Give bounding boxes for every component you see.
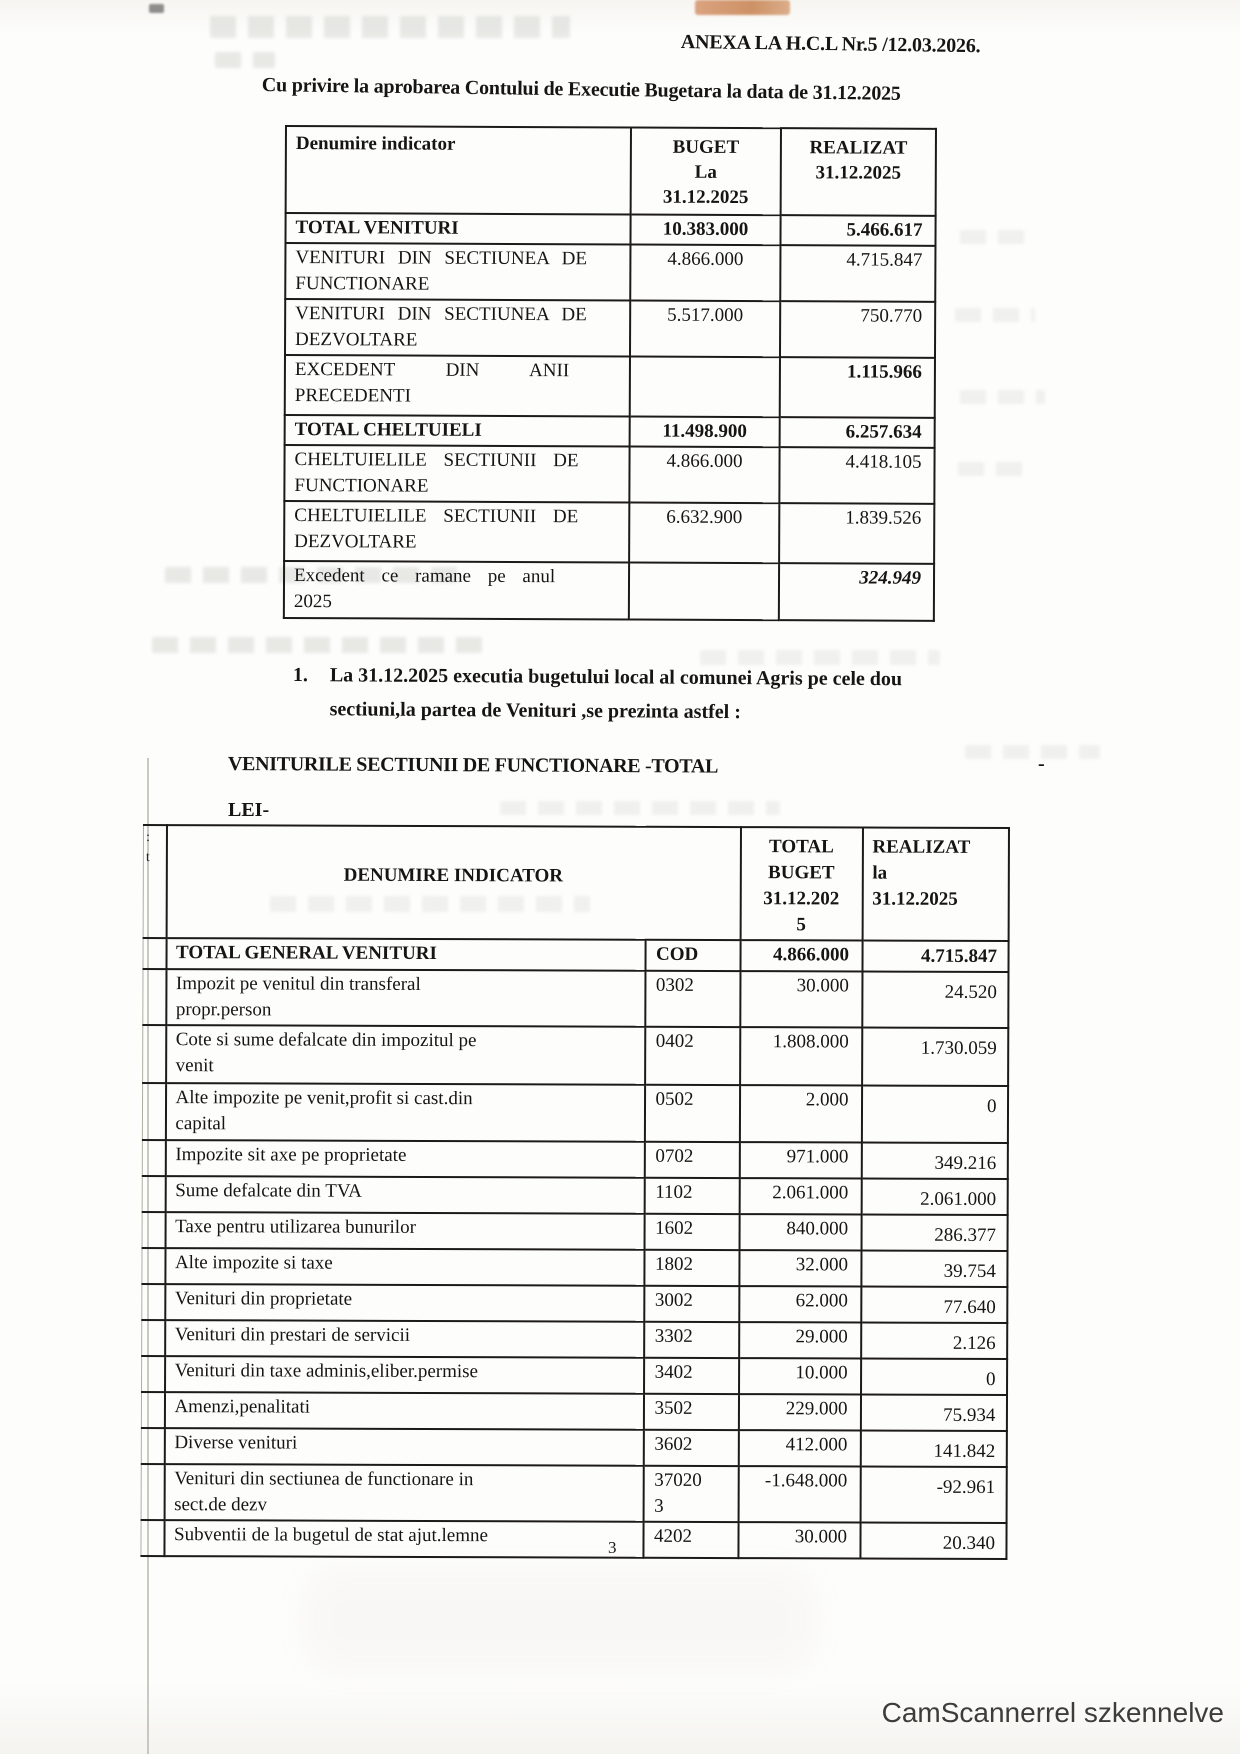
document-subtitle: Cu privire la aprobarea Contului de Executie Bugetara la data de 31.12.2025: [261, 74, 901, 105]
table-row: [142, 1320, 1007, 1359]
anexa-title: ANEXA LA H.C.L Nr.5 /12.03.2026.: [680, 31, 981, 58]
cod-cell: 0402: [645, 1027, 740, 1085]
buget-value-cell: 2.061.000: [739, 1178, 861, 1214]
table-row: [285, 299, 935, 358]
indicator-name-cell: TOTAL VENITURI: [285, 213, 630, 245]
table-row: [143, 969, 1008, 1028]
cut-off-left-column: [141, 1428, 164, 1464]
cut-off-left-column: [142, 1320, 165, 1356]
buget-value-cell: 30.000: [740, 971, 862, 1027]
table-row: [143, 1025, 1008, 1086]
indicator-name-cell: Impozite sit axe pe proprietate: [165, 1140, 644, 1178]
table-row: [142, 1212, 1007, 1251]
buget-value-cell: 10.383.000: [630, 215, 780, 246]
intro-paragraph: [293, 658, 1093, 732]
smudge-artifact: [149, 4, 164, 13]
scan-shadow-artifact: [300, 1565, 820, 1675]
buget-value-cell: [630, 357, 780, 418]
section-heading-unit: LEI-: [228, 799, 270, 821]
bleed-through-artifact: [965, 745, 1100, 759]
buget-value-cell: 6.632.900: [629, 503, 779, 564]
indicator-name-cell: EXCEDENT DIN ANII PRECEDENTI: [285, 355, 630, 417]
cut-off-left-column: [143, 1025, 166, 1083]
buget-value-cell: 412.000: [738, 1430, 860, 1466]
indicator-name-cell: TOTAL GENERAL VENITURI: [166, 938, 645, 971]
list-number: 1.: [292, 663, 308, 687]
cod-cell: 3302: [644, 1322, 739, 1358]
intro-line-1: La 31.12.2025 executia bugetului local al comunei Agris pe cele dou: [329, 664, 903, 691]
table-row: [142, 1083, 1007, 1143]
table-row: [143, 938, 1008, 972]
buget-value-cell: [629, 563, 779, 621]
indicator-name-cell: VENITURI DIN SECTIUNEA DE DEZVOLTARE: [285, 299, 630, 357]
realizat-value-cell: 0: [861, 1086, 1007, 1144]
cod-cell: 1802: [644, 1250, 739, 1286]
cod-cell: 4202: [643, 1522, 738, 1558]
indicator-name-cell: Diverse venituri: [164, 1428, 643, 1466]
cut-off-left-column: [142, 1356, 165, 1392]
realizat-value-cell: 24.520: [862, 972, 1008, 1029]
indicator-name-cell: CHELTUIELILE SECTIUNII DE FUNCTIONARE: [284, 445, 629, 503]
realizat-value-cell: 1.839.526: [779, 503, 934, 564]
venituri-functionare-table: [140, 824, 1009, 1560]
realizat-value-cell: -92.961: [860, 1467, 1006, 1524]
realizat-value-cell: 5.466.617: [780, 215, 935, 246]
buget-value-cell: 11.498.900: [630, 417, 780, 448]
indicator-name-cell: Impozit pe venitul din transferal propr.person: [166, 969, 645, 1027]
table-row: [142, 1140, 1007, 1179]
cod-cell: 3502: [643, 1394, 738, 1430]
indicator-name-cell: Taxe pentru utilizarea bunurilor: [165, 1212, 644, 1250]
bleed-through-artifact: [960, 230, 1030, 244]
indicator-name-cell: Cote si sume defalcate din impozitul pe venit: [166, 1025, 645, 1085]
buget-value-cell: 971.000: [739, 1142, 861, 1178]
buget-value-cell: 840.000: [739, 1214, 861, 1250]
table-row: [285, 415, 935, 448]
table-row: [142, 1248, 1007, 1287]
table-row: [141, 1428, 1006, 1467]
indicator-name-cell: Alte impozite pe venit,profit si cast.din capital: [165, 1083, 644, 1142]
section-heading-dash: -: [1038, 753, 1045, 775]
budget-summary-table: [283, 125, 937, 622]
realizat-value-cell: 1.115.966: [780, 357, 935, 418]
table-row: [284, 501, 934, 564]
buget-value-cell: 4.866.000: [630, 245, 780, 302]
cut-off-left-column: [143, 938, 166, 969]
camscanner-watermark: CamScannerrel szkennelve: [881, 1697, 1224, 1728]
realizat-value-cell: 286.377: [861, 1215, 1007, 1252]
realizat-value-cell: 349.216: [861, 1143, 1007, 1180]
table-row: [284, 445, 934, 504]
table-row: [141, 1520, 1006, 1559]
table-row: [142, 1284, 1007, 1323]
cut-off-left-column: [142, 1176, 165, 1212]
indicator-name-cell: Venituri din proprietate: [165, 1284, 644, 1322]
cod-cell: 3002: [644, 1286, 739, 1322]
indicator-name-cell: Venituri din taxe adminis,eliber.permise: [165, 1356, 644, 1394]
indicator-name-cell: Alte impozite si taxe: [165, 1248, 644, 1286]
intro-line-2: sectiuni,la partea de Venituri ,se prezinta astfel :: [329, 698, 741, 724]
buget-value-cell: 2.000: [739, 1085, 861, 1142]
buget-value-cell: 1.808.000: [740, 1027, 862, 1085]
table-row: [284, 561, 934, 621]
bleed-through-artifact: [955, 308, 1035, 322]
section-heading: VENITURILE SECTIUNII DE FUNCTIONARE -TOTAL: [227, 753, 719, 778]
realizat-value-cell: 77.640: [861, 1287, 1007, 1324]
header-realizat: REALIZAT la 31.12.2025: [862, 828, 1008, 942]
table-header-row: [286, 126, 936, 216]
realizat-value-cell: 4.715.847: [780, 245, 935, 302]
header-total-buget: TOTAL BUGET 31.12.202 5: [740, 827, 862, 940]
cut-off-left-column: [142, 1284, 165, 1320]
cod-cell: 0702: [644, 1142, 739, 1178]
cod-cell: 3602: [643, 1430, 738, 1466]
realizat-value-cell: 2.061.000: [861, 1179, 1007, 1216]
table-row: [142, 1176, 1007, 1215]
page-number: 3: [608, 1538, 617, 1557]
cut-off-left-column: [141, 1520, 164, 1556]
cod-cell: 1602: [644, 1214, 739, 1250]
bleed-through-artifact: [960, 390, 1045, 404]
realizat-value-cell: 324.949: [779, 563, 934, 621]
buget-value-cell: 229.000: [738, 1394, 860, 1430]
bleed-through-artifact: [152, 637, 482, 653]
realizat-value-cell: 20.340: [860, 1523, 1006, 1560]
table-header-row: [143, 825, 1008, 941]
cut-off-left-column: [143, 969, 166, 1025]
indicator-name-cell: VENITURI DIN SECTIUNEA DE FUNCTIONARE: [285, 243, 630, 301]
table-row: [285, 243, 935, 302]
buget-value-cell: 10.000: [739, 1358, 861, 1394]
cod-cell: 37020 3: [643, 1466, 738, 1522]
realizat-value-cell: 0: [861, 1359, 1007, 1396]
table-row: [141, 1392, 1006, 1431]
realizat-value-cell: 2.126: [861, 1323, 1007, 1360]
indicator-name-cell: CHELTUIELILE SECTIUNII DE DEZVOLTARE: [284, 501, 629, 563]
indicator-name-cell: Venituri din sectiunea de functionare in sect.de dezv: [164, 1464, 643, 1522]
cut-off-left-column: [142, 1212, 165, 1248]
realizat-value-cell: 75.934: [860, 1395, 1006, 1432]
indicator-name-cell: Amenzi,penalitati: [164, 1392, 643, 1430]
header-denumire-indicator: Denumire indicator: [286, 126, 631, 215]
buget-value-cell: 5.517.000: [630, 301, 780, 358]
smudge-artifact: [695, 0, 790, 15]
buget-value-cell: 32.000: [739, 1250, 861, 1286]
cod-cell: 1102: [644, 1178, 739, 1214]
buget-value-cell: 4.866.000: [740, 940, 862, 971]
bleed-through-artifact: [210, 16, 570, 38]
table-row: [285, 355, 935, 418]
realizat-value-cell: 4.715.847: [862, 941, 1008, 973]
indicator-name-cell: Venituri din prestari de servicii: [165, 1320, 644, 1358]
cut-off-left-column: [142, 1248, 165, 1284]
cod-cell: 0302: [645, 971, 740, 1027]
bleed-through-artifact: [500, 801, 780, 815]
header-denumire-indicator: DENUMIRE INDICATOR: [166, 825, 740, 940]
table-row: [285, 213, 935, 246]
indicator-name-cell: Subventii de la bugetul de stat ajut.lemne: [164, 1520, 643, 1558]
indicator-name-cell: Excedent ce ramane pe anul 2025: [284, 561, 629, 620]
realizat-value-cell: 4.418.105: [779, 447, 934, 504]
buget-value-cell: 29.000: [739, 1322, 861, 1358]
buget-value-cell: -1.648.000: [738, 1466, 860, 1522]
cut-off-left-column: [141, 1392, 164, 1428]
table-row: [142, 1356, 1007, 1395]
cut-off-left-column: : t: [143, 825, 166, 938]
realizat-value-cell: 750.770: [780, 301, 935, 358]
realizat-value-cell: 39.754: [861, 1251, 1007, 1288]
buget-value-cell: 62.000: [739, 1286, 861, 1322]
cut-off-left-column: [142, 1140, 165, 1176]
buget-value-cell: 30.000: [738, 1522, 860, 1558]
bleed-through-artifact: [958, 462, 1028, 476]
cut-off-left-column: [142, 1083, 165, 1140]
header-buget: BUGET La 31.12.2025: [631, 128, 781, 216]
realizat-value-cell: 1.730.059: [862, 1028, 1008, 1087]
cut-off-left-column: [141, 1464, 164, 1520]
cod-cell: COD: [645, 940, 740, 971]
cod-cell: 0502: [644, 1085, 739, 1142]
realizat-value-cell: 6.257.634: [780, 417, 935, 448]
realizat-value-cell: 141.842: [860, 1431, 1006, 1468]
buget-value-cell: 4.866.000: [629, 447, 779, 504]
indicator-name-cell: Sume defalcate din TVA: [165, 1176, 644, 1214]
bleed-through-artifact: [215, 52, 275, 68]
cod-cell: 3402: [644, 1358, 739, 1394]
header-realizat: REALIZAT 31.12.2025: [781, 128, 936, 216]
table-row: [141, 1464, 1006, 1523]
indicator-name-cell: TOTAL CHELTUIELI: [285, 415, 630, 447]
